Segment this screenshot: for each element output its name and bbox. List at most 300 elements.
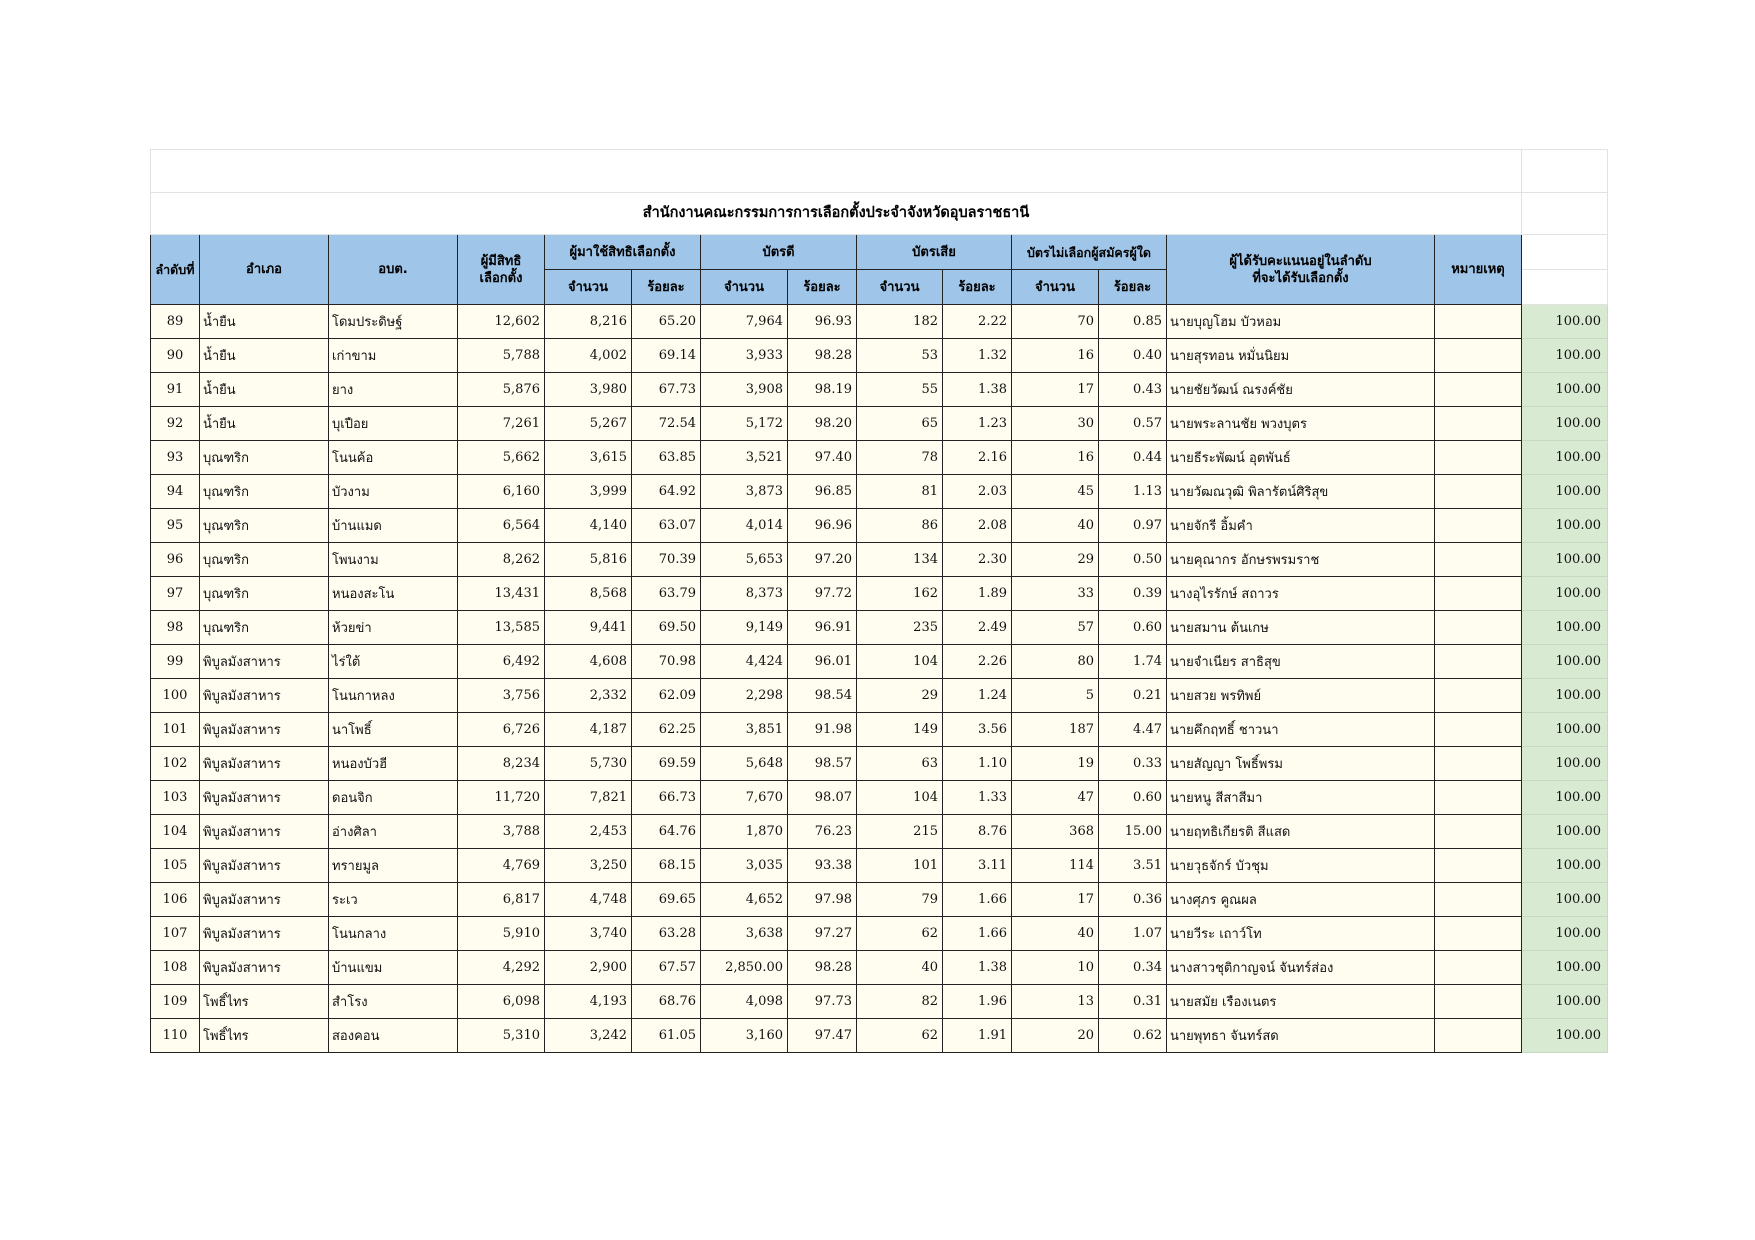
cell-check-total[interactable]: 100.00	[1522, 373, 1608, 407]
cell-remarks[interactable]	[1435, 339, 1522, 373]
cell-check-total[interactable]: 100.00	[1522, 679, 1608, 713]
cell-winner[interactable]: นายคึกฤทธิ์ ชาวนา	[1167, 713, 1435, 747]
cell-winner[interactable]: นายวีระ เถาว์โท	[1167, 917, 1435, 951]
cell-no[interactable]: 95	[151, 509, 200, 543]
cell-winner[interactable]: นายสัญญา โพธิ์พรม	[1167, 747, 1435, 781]
cell-good-pct[interactable]: 98.57	[788, 747, 857, 781]
cell-sao[interactable]: ยาง	[329, 373, 458, 407]
cell-good-pct[interactable]: 76.23	[788, 815, 857, 849]
cell-turnout[interactable]: 3,740	[545, 917, 632, 951]
cell-district[interactable]: บุณฑริก	[200, 475, 329, 509]
cell-sao[interactable]: ห้วยข่า	[329, 611, 458, 645]
cell-novote[interactable]: 29	[1012, 543, 1099, 577]
cell-good[interactable]: 4,014	[701, 509, 788, 543]
cell-good-pct[interactable]: 97.47	[788, 1019, 857, 1053]
cell-check-total[interactable]: 100.00	[1522, 645, 1608, 679]
cell-winner[interactable]: นายบุญโฮม บัวหอม	[1167, 305, 1435, 339]
cell-good[interactable]: 3,933	[701, 339, 788, 373]
cell-sao[interactable]: โนนค้อ	[329, 441, 458, 475]
cell-turnout[interactable]: 3,242	[545, 1019, 632, 1053]
cell-remarks[interactable]	[1435, 781, 1522, 815]
cell-eligible[interactable]: 7,261	[458, 407, 545, 441]
cell-turnout[interactable]: 4,002	[545, 339, 632, 373]
cell-check-total[interactable]: 100.00	[1522, 305, 1608, 339]
cell-bad-pct[interactable]: 1.24	[943, 679, 1012, 713]
cell-bad-pct[interactable]: 2.22	[943, 305, 1012, 339]
cell-good[interactable]: 5,648	[701, 747, 788, 781]
cell-sao[interactable]: โนนกาหลง	[329, 679, 458, 713]
cell-bad[interactable]: 104	[857, 781, 943, 815]
cell-sao[interactable]: บุเปือย	[329, 407, 458, 441]
cell-novote[interactable]: 114	[1012, 849, 1099, 883]
cell-district[interactable]: พิบูลมังสาหาร	[200, 815, 329, 849]
cell-district[interactable]: บุณฑริก	[200, 509, 329, 543]
cell-bad[interactable]: 215	[857, 815, 943, 849]
cell-remarks[interactable]	[1435, 917, 1522, 951]
cell-good[interactable]: 8,373	[701, 577, 788, 611]
cell-sao[interactable]: ระเว	[329, 883, 458, 917]
cell-turnout-pct[interactable]: 62.25	[632, 713, 701, 747]
cell-turnout[interactable]: 7,821	[545, 781, 632, 815]
cell-turnout-pct[interactable]: 72.54	[632, 407, 701, 441]
blank-cell[interactable]	[1522, 235, 1608, 270]
cell-check-total[interactable]: 100.00	[1522, 917, 1608, 951]
cell-no[interactable]: 102	[151, 747, 200, 781]
blank-cell[interactable]	[1522, 270, 1608, 305]
cell-novote-pct[interactable]: 0.57	[1099, 407, 1167, 441]
cell-no[interactable]: 105	[151, 849, 200, 883]
cell-bad-pct[interactable]: 1.91	[943, 1019, 1012, 1053]
cell-district[interactable]: บุณฑริก	[200, 441, 329, 475]
blank-cell[interactable]	[151, 150, 1522, 193]
cell-sao[interactable]: หนองบัวฮี	[329, 747, 458, 781]
cell-good[interactable]: 3,160	[701, 1019, 788, 1053]
cell-good[interactable]: 2,850.00	[701, 951, 788, 985]
cell-eligible[interactable]: 6,564	[458, 509, 545, 543]
cell-eligible[interactable]: 4,769	[458, 849, 545, 883]
cell-good[interactable]: 3,035	[701, 849, 788, 883]
cell-turnout[interactable]: 5,267	[545, 407, 632, 441]
cell-turnout-pct[interactable]: 63.79	[632, 577, 701, 611]
cell-remarks[interactable]	[1435, 645, 1522, 679]
cell-winner[interactable]: นางสาวชุติกาญจน์ จันทร์ส่อง	[1167, 951, 1435, 985]
cell-winner[interactable]: นางอุไรรักษ์ สถาวร	[1167, 577, 1435, 611]
cell-novote-pct[interactable]: 0.60	[1099, 611, 1167, 645]
cell-bad[interactable]: 134	[857, 543, 943, 577]
cell-remarks[interactable]	[1435, 1019, 1522, 1053]
cell-winner[interactable]: นายพระลานชัย พวงบุตร	[1167, 407, 1435, 441]
cell-good[interactable]: 3,638	[701, 917, 788, 951]
cell-bad-pct[interactable]: 1.33	[943, 781, 1012, 815]
cell-winner[interactable]: นายวุธจักร์ บัวชุม	[1167, 849, 1435, 883]
cell-turnout-pct[interactable]: 69.59	[632, 747, 701, 781]
cell-bad-pct[interactable]: 1.32	[943, 339, 1012, 373]
cell-turnout-pct[interactable]: 69.50	[632, 611, 701, 645]
cell-remarks[interactable]	[1435, 611, 1522, 645]
cell-remarks[interactable]	[1435, 849, 1522, 883]
cell-good-pct[interactable]: 98.20	[788, 407, 857, 441]
cell-remarks[interactable]	[1435, 815, 1522, 849]
cell-good-pct[interactable]: 97.73	[788, 985, 857, 1019]
cell-sao[interactable]: โดมประดิษฐ์	[329, 305, 458, 339]
cell-novote[interactable]: 30	[1012, 407, 1099, 441]
cell-winner[interactable]: นายชัยวัฒน์ ณรงค์ชัย	[1167, 373, 1435, 407]
cell-good[interactable]: 3,873	[701, 475, 788, 509]
cell-turnout-pct[interactable]: 61.05	[632, 1019, 701, 1053]
cell-turnout-pct[interactable]: 63.28	[632, 917, 701, 951]
cell-good-pct[interactable]: 98.07	[788, 781, 857, 815]
cell-novote[interactable]: 16	[1012, 441, 1099, 475]
cell-novote[interactable]: 16	[1012, 339, 1099, 373]
cell-sao[interactable]: บ้านแมด	[329, 509, 458, 543]
cell-novote[interactable]: 19	[1012, 747, 1099, 781]
cell-novote-pct[interactable]: 0.36	[1099, 883, 1167, 917]
cell-eligible[interactable]: 4,292	[458, 951, 545, 985]
cell-district[interactable]: พิบูลมังสาหาร	[200, 713, 329, 747]
cell-good[interactable]: 4,652	[701, 883, 788, 917]
cell-check-total[interactable]: 100.00	[1522, 339, 1608, 373]
cell-novote[interactable]: 33	[1012, 577, 1099, 611]
cell-check-total[interactable]: 100.00	[1522, 577, 1608, 611]
cell-turnout-pct[interactable]: 69.65	[632, 883, 701, 917]
cell-novote-pct[interactable]: 0.21	[1099, 679, 1167, 713]
cell-winner[interactable]: นายจักรี อิ้มคำ	[1167, 509, 1435, 543]
cell-novote-pct[interactable]: 0.44	[1099, 441, 1167, 475]
cell-novote[interactable]: 17	[1012, 373, 1099, 407]
cell-check-total[interactable]: 100.00	[1522, 781, 1608, 815]
cell-novote[interactable]: 187	[1012, 713, 1099, 747]
cell-check-total[interactable]: 100.00	[1522, 951, 1608, 985]
cell-remarks[interactable]	[1435, 441, 1522, 475]
cell-bad[interactable]: 162	[857, 577, 943, 611]
cell-winner[interactable]: นายพุทธา จันทร์สด	[1167, 1019, 1435, 1053]
cell-sao[interactable]: สำโรง	[329, 985, 458, 1019]
cell-good-pct[interactable]: 93.38	[788, 849, 857, 883]
cell-bad-pct[interactable]: 2.08	[943, 509, 1012, 543]
cell-no[interactable]: 97	[151, 577, 200, 611]
cell-bad-pct[interactable]: 3.56	[943, 713, 1012, 747]
cell-district[interactable]: โพธิ์ไทร	[200, 1019, 329, 1053]
cell-sao[interactable]: เก่าขาม	[329, 339, 458, 373]
cell-no[interactable]: 96	[151, 543, 200, 577]
cell-bad-pct[interactable]: 8.76	[943, 815, 1012, 849]
cell-winner[interactable]: นางศุภร คูณผล	[1167, 883, 1435, 917]
cell-bad[interactable]: 101	[857, 849, 943, 883]
cell-remarks[interactable]	[1435, 373, 1522, 407]
cell-check-total[interactable]: 100.00	[1522, 543, 1608, 577]
cell-sao[interactable]: โนนกลาง	[329, 917, 458, 951]
cell-turnout[interactable]: 3,999	[545, 475, 632, 509]
cell-turnout[interactable]: 8,568	[545, 577, 632, 611]
cell-no[interactable]: 101	[151, 713, 200, 747]
cell-winner[interactable]: นายวัฒณวุฒิ พิลารัตน์ศิริสุข	[1167, 475, 1435, 509]
cell-check-total[interactable]: 100.00	[1522, 985, 1608, 1019]
cell-check-total[interactable]: 100.00	[1522, 849, 1608, 883]
cell-good[interactable]: 9,149	[701, 611, 788, 645]
cell-good-pct[interactable]: 96.96	[788, 509, 857, 543]
cell-turnout[interactable]: 3,250	[545, 849, 632, 883]
cell-novote[interactable]: 17	[1012, 883, 1099, 917]
cell-novote[interactable]: 13	[1012, 985, 1099, 1019]
cell-bad-pct[interactable]: 3.11	[943, 849, 1012, 883]
cell-bad-pct[interactable]: 1.23	[943, 407, 1012, 441]
cell-eligible[interactable]: 8,234	[458, 747, 545, 781]
cell-turnout[interactable]: 2,900	[545, 951, 632, 985]
cell-novote[interactable]: 40	[1012, 509, 1099, 543]
cell-novote[interactable]: 57	[1012, 611, 1099, 645]
cell-eligible[interactable]: 5,310	[458, 1019, 545, 1053]
cell-check-total[interactable]: 100.00	[1522, 611, 1608, 645]
cell-good[interactable]: 5,653	[701, 543, 788, 577]
cell-no[interactable]: 98	[151, 611, 200, 645]
cell-no[interactable]: 110	[151, 1019, 200, 1053]
cell-eligible[interactable]: 3,756	[458, 679, 545, 713]
cell-no[interactable]: 91	[151, 373, 200, 407]
cell-good-pct[interactable]: 97.20	[788, 543, 857, 577]
cell-turnout-pct[interactable]: 68.15	[632, 849, 701, 883]
cell-bad[interactable]: 62	[857, 1019, 943, 1053]
cell-turnout-pct[interactable]: 67.73	[632, 373, 701, 407]
cell-novote-pct[interactable]: 0.40	[1099, 339, 1167, 373]
cell-eligible[interactable]: 3,788	[458, 815, 545, 849]
cell-check-total[interactable]: 100.00	[1522, 747, 1608, 781]
cell-remarks[interactable]	[1435, 713, 1522, 747]
cell-remarks[interactable]	[1435, 543, 1522, 577]
cell-winner[interactable]: นายสมัย เรืองเนตร	[1167, 985, 1435, 1019]
cell-sao[interactable]: ดอนจิก	[329, 781, 458, 815]
cell-eligible[interactable]: 6,492	[458, 645, 545, 679]
cell-no[interactable]: 92	[151, 407, 200, 441]
cell-turnout[interactable]: 3,615	[545, 441, 632, 475]
cell-winner[interactable]: นายสุรทอน หมั่นนิยม	[1167, 339, 1435, 373]
cell-remarks[interactable]	[1435, 407, 1522, 441]
cell-turnout[interactable]: 8,216	[545, 305, 632, 339]
cell-district[interactable]: พิบูลมังสาหาร	[200, 679, 329, 713]
cell-sao[interactable]: อ่างศิลา	[329, 815, 458, 849]
cell-bad-pct[interactable]: 2.30	[943, 543, 1012, 577]
cell-novote-pct[interactable]: 0.62	[1099, 1019, 1167, 1053]
cell-novote-pct[interactable]: 1.74	[1099, 645, 1167, 679]
cell-bad[interactable]: 62	[857, 917, 943, 951]
cell-turnout-pct[interactable]: 66.73	[632, 781, 701, 815]
cell-eligible[interactable]: 6,817	[458, 883, 545, 917]
cell-no[interactable]: 104	[151, 815, 200, 849]
cell-turnout-pct[interactable]: 64.76	[632, 815, 701, 849]
cell-sao[interactable]: บ้านแขม	[329, 951, 458, 985]
cell-turnout-pct[interactable]: 69.14	[632, 339, 701, 373]
cell-no[interactable]: 106	[151, 883, 200, 917]
cell-novote-pct[interactable]: 0.39	[1099, 577, 1167, 611]
cell-winner[interactable]: นายธีระพัฒน์ อุตพันธ์	[1167, 441, 1435, 475]
cell-turnout[interactable]: 5,730	[545, 747, 632, 781]
cell-good-pct[interactable]: 98.28	[788, 339, 857, 373]
cell-district[interactable]: พิบูลมังสาหาร	[200, 883, 329, 917]
cell-sao[interactable]: บัวงาม	[329, 475, 458, 509]
cell-no[interactable]: 100	[151, 679, 200, 713]
cell-winner[interactable]: นายจำเนียร สาธิสุข	[1167, 645, 1435, 679]
cell-no[interactable]: 99	[151, 645, 200, 679]
cell-good[interactable]: 3,521	[701, 441, 788, 475]
cell-good-pct[interactable]: 97.72	[788, 577, 857, 611]
cell-sao[interactable]: ทรายมูล	[329, 849, 458, 883]
cell-good-pct[interactable]: 98.28	[788, 951, 857, 985]
cell-good-pct[interactable]: 98.19	[788, 373, 857, 407]
cell-eligible[interactable]: 6,160	[458, 475, 545, 509]
cell-bad[interactable]: 79	[857, 883, 943, 917]
cell-check-total[interactable]: 100.00	[1522, 815, 1608, 849]
cell-bad-pct[interactable]: 1.10	[943, 747, 1012, 781]
cell-remarks[interactable]	[1435, 305, 1522, 339]
cell-turnout[interactable]: 5,816	[545, 543, 632, 577]
cell-good-pct[interactable]: 97.27	[788, 917, 857, 951]
cell-sao[interactable]: โพนงาม	[329, 543, 458, 577]
cell-good[interactable]: 1,870	[701, 815, 788, 849]
cell-bad-pct[interactable]: 1.66	[943, 883, 1012, 917]
cell-bad[interactable]: 40	[857, 951, 943, 985]
cell-remarks[interactable]	[1435, 679, 1522, 713]
cell-bad[interactable]: 65	[857, 407, 943, 441]
cell-novote-pct[interactable]: 1.07	[1099, 917, 1167, 951]
cell-winner[interactable]: นายหนู สีสาสีมา	[1167, 781, 1435, 815]
cell-novote[interactable]: 47	[1012, 781, 1099, 815]
cell-remarks[interactable]	[1435, 509, 1522, 543]
cell-check-total[interactable]: 100.00	[1522, 1019, 1608, 1053]
cell-novote-pct[interactable]: 0.31	[1099, 985, 1167, 1019]
cell-bad-pct[interactable]: 1.96	[943, 985, 1012, 1019]
cell-novote[interactable]: 40	[1012, 917, 1099, 951]
cell-turnout-pct[interactable]: 68.76	[632, 985, 701, 1019]
cell-sao[interactable]: ไร่ใต้	[329, 645, 458, 679]
cell-eligible[interactable]: 6,726	[458, 713, 545, 747]
cell-eligible[interactable]: 13,585	[458, 611, 545, 645]
cell-eligible[interactable]: 6,098	[458, 985, 545, 1019]
cell-bad[interactable]: 63	[857, 747, 943, 781]
cell-turnout-pct[interactable]: 70.39	[632, 543, 701, 577]
cell-bad-pct[interactable]: 2.03	[943, 475, 1012, 509]
cell-turnout[interactable]: 4,187	[545, 713, 632, 747]
cell-bad[interactable]: 53	[857, 339, 943, 373]
cell-bad[interactable]: 55	[857, 373, 943, 407]
cell-good[interactable]: 3,908	[701, 373, 788, 407]
cell-district[interactable]: พิบูลมังสาหาร	[200, 951, 329, 985]
cell-eligible[interactable]: 13,431	[458, 577, 545, 611]
blank-cell[interactable]	[1522, 150, 1608, 193]
cell-novote[interactable]: 368	[1012, 815, 1099, 849]
cell-turnout[interactable]: 2,332	[545, 679, 632, 713]
cell-district[interactable]: พิบูลมังสาหาร	[200, 645, 329, 679]
cell-bad[interactable]: 104	[857, 645, 943, 679]
cell-no[interactable]: 103	[151, 781, 200, 815]
cell-good-pct[interactable]: 96.93	[788, 305, 857, 339]
cell-eligible[interactable]: 12,602	[458, 305, 545, 339]
cell-turnout-pct[interactable]: 63.07	[632, 509, 701, 543]
cell-bad-pct[interactable]: 1.38	[943, 951, 1012, 985]
cell-no[interactable]: 108	[151, 951, 200, 985]
cell-good-pct[interactable]: 97.40	[788, 441, 857, 475]
cell-turnout[interactable]: 4,193	[545, 985, 632, 1019]
cell-eligible[interactable]: 11,720	[458, 781, 545, 815]
cell-check-total[interactable]: 100.00	[1522, 441, 1608, 475]
cell-novote[interactable]: 80	[1012, 645, 1099, 679]
cell-no[interactable]: 90	[151, 339, 200, 373]
cell-bad[interactable]: 82	[857, 985, 943, 1019]
cell-good[interactable]: 4,424	[701, 645, 788, 679]
cell-novote-pct[interactable]: 3.51	[1099, 849, 1167, 883]
cell-good-pct[interactable]: 96.91	[788, 611, 857, 645]
cell-good-pct[interactable]: 96.01	[788, 645, 857, 679]
cell-remarks[interactable]	[1435, 883, 1522, 917]
cell-bad[interactable]: 235	[857, 611, 943, 645]
cell-remarks[interactable]	[1435, 577, 1522, 611]
cell-turnout[interactable]: 9,441	[545, 611, 632, 645]
cell-turnout-pct[interactable]: 64.92	[632, 475, 701, 509]
cell-winner[interactable]: นายสวย พรทิพย์	[1167, 679, 1435, 713]
cell-novote-pct[interactable]: 0.34	[1099, 951, 1167, 985]
cell-turnout[interactable]: 2,453	[545, 815, 632, 849]
cell-good-pct[interactable]: 96.85	[788, 475, 857, 509]
cell-district[interactable]: พิบูลมังสาหาร	[200, 849, 329, 883]
cell-novote[interactable]: 70	[1012, 305, 1099, 339]
cell-bad[interactable]: 78	[857, 441, 943, 475]
cell-remarks[interactable]	[1435, 985, 1522, 1019]
cell-good-pct[interactable]: 91.98	[788, 713, 857, 747]
cell-turnout[interactable]: 4,608	[545, 645, 632, 679]
cell-good[interactable]: 7,670	[701, 781, 788, 815]
cell-good-pct[interactable]: 98.54	[788, 679, 857, 713]
cell-eligible[interactable]: 5,910	[458, 917, 545, 951]
cell-novote-pct[interactable]: 0.97	[1099, 509, 1167, 543]
cell-novote-pct[interactable]: 0.50	[1099, 543, 1167, 577]
cell-eligible[interactable]: 8,262	[458, 543, 545, 577]
cell-turnout-pct[interactable]: 70.98	[632, 645, 701, 679]
cell-good-pct[interactable]: 97.98	[788, 883, 857, 917]
cell-district[interactable]: บุณฑริก	[200, 577, 329, 611]
cell-district[interactable]: น้ำยืน	[200, 305, 329, 339]
cell-turnout[interactable]: 4,748	[545, 883, 632, 917]
cell-turnout-pct[interactable]: 62.09	[632, 679, 701, 713]
cell-eligible[interactable]: 5,662	[458, 441, 545, 475]
cell-bad[interactable]: 29	[857, 679, 943, 713]
cell-district[interactable]: โพธิ์ไทร	[200, 985, 329, 1019]
cell-eligible[interactable]: 5,788	[458, 339, 545, 373]
cell-turnout[interactable]: 4,140	[545, 509, 632, 543]
cell-remarks[interactable]	[1435, 475, 1522, 509]
cell-good[interactable]: 2,298	[701, 679, 788, 713]
cell-good[interactable]: 5,172	[701, 407, 788, 441]
cell-eligible[interactable]: 5,876	[458, 373, 545, 407]
cell-winner[interactable]: นายฤทธิเกียรติ สีแสด	[1167, 815, 1435, 849]
cell-sao[interactable]: นาโพธิ์	[329, 713, 458, 747]
cell-district[interactable]: พิบูลมังสาหาร	[200, 917, 329, 951]
cell-bad[interactable]: 149	[857, 713, 943, 747]
cell-novote[interactable]: 20	[1012, 1019, 1099, 1053]
cell-turnout-pct[interactable]: 65.20	[632, 305, 701, 339]
cell-district[interactable]: บุณฑริก	[200, 611, 329, 645]
cell-novote-pct[interactable]: 15.00	[1099, 815, 1167, 849]
cell-district[interactable]: น้ำยืน	[200, 373, 329, 407]
cell-check-total[interactable]: 100.00	[1522, 713, 1608, 747]
cell-novote[interactable]: 10	[1012, 951, 1099, 985]
cell-novote-pct[interactable]: 0.60	[1099, 781, 1167, 815]
cell-district[interactable]: พิบูลมังสาหาร	[200, 747, 329, 781]
cell-novote[interactable]: 5	[1012, 679, 1099, 713]
cell-no[interactable]: 94	[151, 475, 200, 509]
cell-district[interactable]: บุณฑริก	[200, 543, 329, 577]
cell-remarks[interactable]	[1435, 747, 1522, 781]
cell-bad-pct[interactable]: 2.26	[943, 645, 1012, 679]
cell-bad-pct[interactable]: 1.66	[943, 917, 1012, 951]
cell-novote-pct[interactable]: 0.85	[1099, 305, 1167, 339]
